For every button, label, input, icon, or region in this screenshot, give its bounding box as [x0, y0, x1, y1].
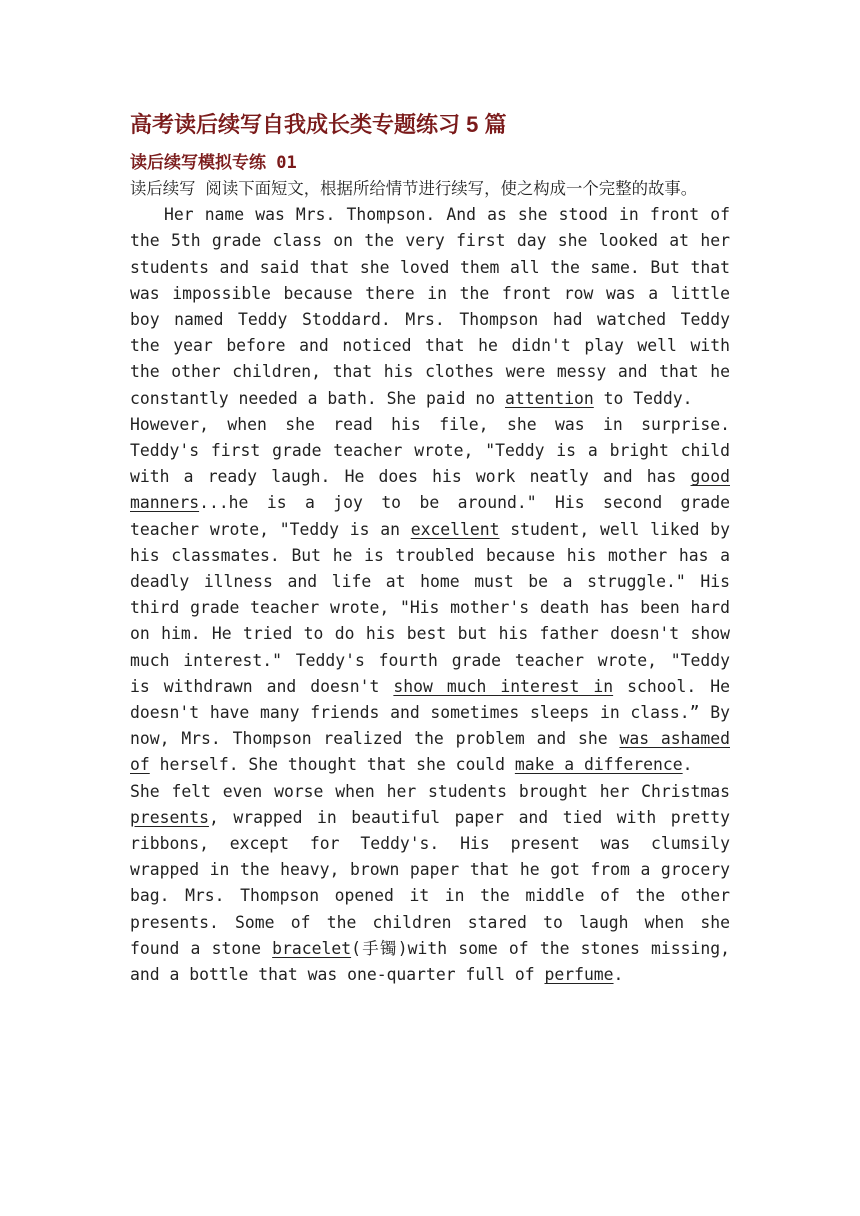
vocab-term: was ashamed of — [130, 729, 730, 775]
text-span: ...he is a joy to be around." His second grade teacher wrote, "Teddy is an — [130, 493, 730, 539]
text-span: herself. She thought that she could — [149, 755, 515, 775]
text-span: She felt even worse when her students brought her Christmas — [130, 781, 730, 801]
section-subtitle: 读后续写模拟专练 01 — [130, 153, 297, 173]
vocab-term: good manners — [130, 467, 730, 513]
text-span: . — [613, 965, 624, 985]
text-span: (手镯)with some of the stones missing, and a bottle that was one-quarter full of — [130, 938, 731, 985]
text-span: , wrapped in beautiful paper and tied with pretty ribbons, except for Teddy's. His present was clumsily wrapped in the heavy, brown paper that he got from a grocery bag. Mrs. Thompson opened it in the middle of the other presents. Some of the children stared to laugh when she found a stone — [130, 807, 730, 958]
vocab-term: make a difference — [514, 755, 683, 775]
paragraph-3 — [130, 779, 730, 989]
document-title: 高考读后续写自我成长类专题练习 5 篇 — [130, 112, 507, 137]
vocab-term: attention — [504, 388, 594, 408]
text-span: to Teddy. — [593, 388, 693, 408]
paragraph-2 — [130, 412, 730, 779]
document-page — [130, 108, 730, 988]
vocab-term: presents — [130, 807, 209, 827]
text-span: However, when she read his file, she was in surprise. Teddy's first grade teacher wrote, "Teddy is a bright child with a ready laugh. He does his work neatly and has — [130, 414, 730, 487]
vocab-term: excellent — [410, 519, 500, 539]
text-span: Her name was Mrs. Thompson. And as she stood in front of the 5th grade class on the very first day she looked at her students and said that she loved them all the same. But that was impossible because there in the front row was a little boy named Teddy Stoddard. Mrs. Thompson had watched Teddy the year before and noticed that he didn't play well with the other children, that his clothes were messy and that he constantly needed a bath. She paid no — [130, 205, 730, 408]
text-span: . — [682, 755, 693, 775]
paragraph-1 — [130, 202, 730, 412]
vocab-term: perfume — [544, 965, 614, 985]
instruction-paragraph: 读后续写 阅读下面短文，根据所给情节进行续写，使之构成一个完整的故事。 — [130, 179, 698, 198]
vocab-term: show much interest in — [393, 676, 614, 696]
text-span: student, well liked by his classmates. But he is troubled because his mother has a deadly illness and life at home must be a struggle." His third grade teacher wrote, "His mother's death has been hard on him. He tried to do his best but his father doesn't show much interest." Teddy's fourth grade teacher wrote, "Teddy is withdrawn and doesn't — [130, 519, 730, 696]
text-span: school. He doesn't have many friends and sometimes sleeps in class.” By now, Mrs. Thompson realized the problem and she — [130, 676, 730, 749]
vocab-term: bracelet — [272, 938, 352, 958]
document-body — [130, 176, 730, 988]
